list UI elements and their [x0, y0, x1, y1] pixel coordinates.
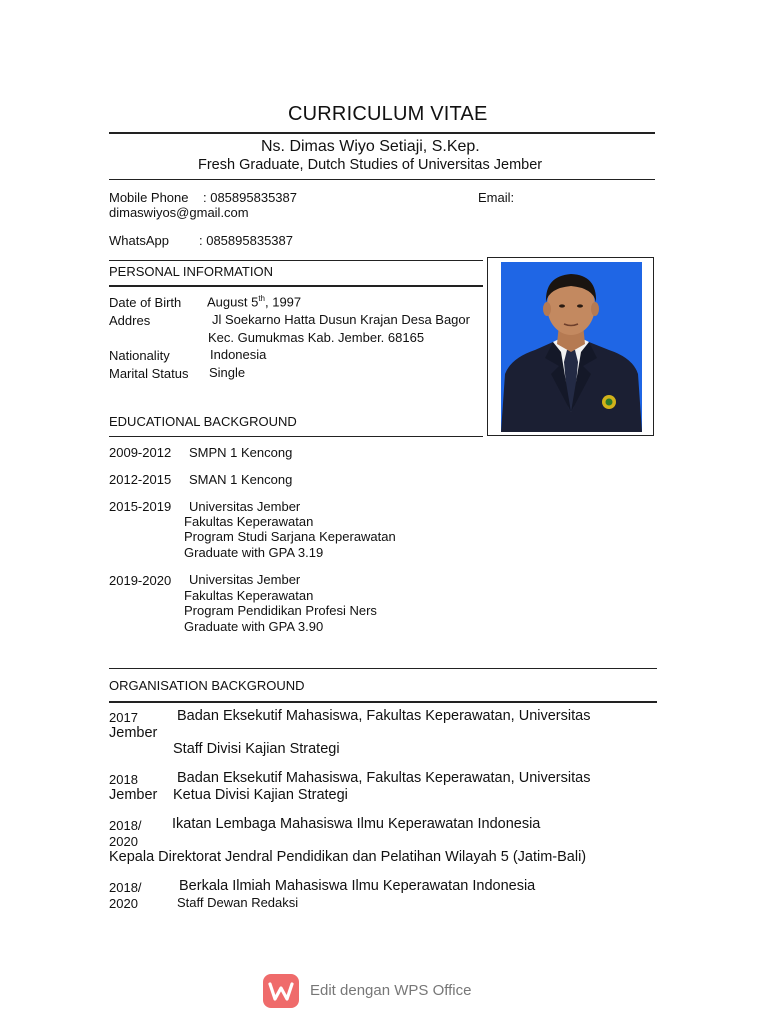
education-4-line-3: Program Pendidikan Profesi Ners — [184, 603, 377, 618]
marital-value: Single — [209, 365, 246, 380]
education-4-gpa: GPA 3.90 — [268, 619, 324, 634]
dob-suffix: th — [258, 294, 265, 303]
organisation-4-role: Staff Dewan Redaksi — [177, 895, 299, 910]
person-subtitle: Fresh Graduate, Dutch Studies of Universitas Jember — [198, 157, 543, 173]
wps-edit-link[interactable]: Edit dengan WPS Office — [310, 982, 472, 999]
organisation-rule-top — [109, 668, 657, 669]
organisation-2-year: 2018 — [109, 772, 138, 787]
education-3-line-3: Program Studi Sarjana Keperawatan — [184, 529, 396, 544]
organisation-4-year: 2018/ — [109, 880, 142, 895]
header-rule — [109, 179, 655, 180]
profile-photo-illustration — [501, 262, 642, 432]
organisation-1-role: Staff Divisi Kajian Strategi — [173, 741, 340, 757]
organisation-4-year-cont: 2020 — [109, 896, 138, 911]
organisation-heading: ORGANISATION BACKGROUND — [109, 678, 305, 693]
education-4-gpa-prefix: Graduate with — [184, 619, 269, 634]
mobile-value: : 085895835387 — [203, 190, 297, 205]
organisation-4-name: Berkala Ilmiah Mahasiswa Ilmu Keperawatan Indonesia — [179, 878, 536, 894]
education-4-gpa-line — [184, 619, 323, 634]
marital-label: Marital Status — [109, 366, 189, 381]
title-rule — [109, 132, 655, 134]
organisation-1-year: 2017 — [109, 710, 138, 725]
mobile-label: Mobile Phone — [109, 190, 189, 205]
education-3-gpa-prefix: Graduate with — [184, 545, 269, 560]
wps-office-icon[interactable] — [263, 974, 299, 1008]
education-4-line-2: Fakultas Keperawatan — [184, 588, 314, 603]
education-3-gpa-line — [184, 545, 323, 560]
personal-heading: PERSONAL INFORMATION — [109, 264, 273, 279]
education-3-line-1: Universitas Jember — [189, 499, 301, 514]
organisation-2-name: Badan Eksekutif Mahasiswa, Fakultas Keperawatan, Universitas — [177, 770, 591, 786]
education-3-gpa: GPA 3.19 — [268, 545, 324, 560]
nationality-value: Indonesia — [210, 347, 267, 362]
profile-photo — [501, 262, 642, 432]
education-rule — [109, 436, 483, 437]
education-4-line-1: Universitas Jember — [189, 572, 301, 587]
address-line-2: Kec. Gumukmas Kab. Jember. 68165 — [208, 330, 425, 345]
education-4-years: 2019-2020 — [109, 573, 172, 588]
nationality-label: Nationality — [109, 348, 170, 363]
education-2-school: SMAN 1 Kencong — [189, 472, 293, 487]
address-label: Addres — [109, 313, 151, 328]
organisation-2-name-cont: Jember — [109, 787, 158, 803]
cv-title: CURRICULUM VITAE — [288, 103, 488, 125]
education-3-years: 2015-2019 — [109, 499, 172, 514]
organisation-2-role: Ketua Divisi Kajian Strategi — [173, 787, 348, 803]
email-value[interactable]: dimaswiyos@gmail.com — [109, 205, 249, 220]
whatsapp-label: WhatsApp — [109, 233, 169, 248]
dob-label: Date of Birth — [109, 295, 182, 310]
organisation-3-name: Ikatan Lembaga Mahasiswa Ilmu Keperawatan Indonesia — [172, 816, 541, 832]
education-1-years: 2009-2012 — [109, 445, 172, 460]
personal-rule-bottom — [109, 285, 483, 287]
education-3-line-2: Fakultas Keperawatan — [184, 514, 314, 529]
dob-year: , 1997 — [265, 294, 302, 310]
education-2-years: 2012-2015 — [109, 472, 172, 487]
organisation-3-year-cont: 2020 — [109, 834, 138, 849]
personal-rule-top — [109, 260, 483, 261]
dob-day: August 5 — [207, 294, 259, 310]
education-heading: EDUCATIONAL BACKGROUND — [109, 414, 297, 429]
whatsapp-value: : 085895835387 — [199, 233, 293, 248]
address-line-1: Jl Soekarno Hatta Dusun Krajan Desa Bagor — [212, 312, 470, 327]
person-name: Ns. Dimas Wiyo Setiaji, S.Kep. — [261, 138, 480, 155]
wps-w-glyph — [263, 974, 299, 1008]
organisation-1-name-cont: Jember — [109, 725, 158, 741]
organisation-3-year: 2018/ — [109, 818, 142, 833]
organisation-1-name: Badan Eksekutif Mahasiswa, Fakultas Keperawatan, Universitas — [177, 708, 591, 724]
profile-photo-frame — [487, 257, 654, 436]
education-1-school: SMPN 1 Kencong — [189, 445, 293, 460]
organisation-3-role: Kepala Direktorat Jendral Pendidikan dan Pelatihan Wilayah 5 (Jatim-Bali) — [109, 849, 587, 865]
organisation-rule-bottom — [109, 701, 657, 703]
dob-value — [207, 294, 301, 309]
email-label: Email: — [478, 190, 515, 205]
